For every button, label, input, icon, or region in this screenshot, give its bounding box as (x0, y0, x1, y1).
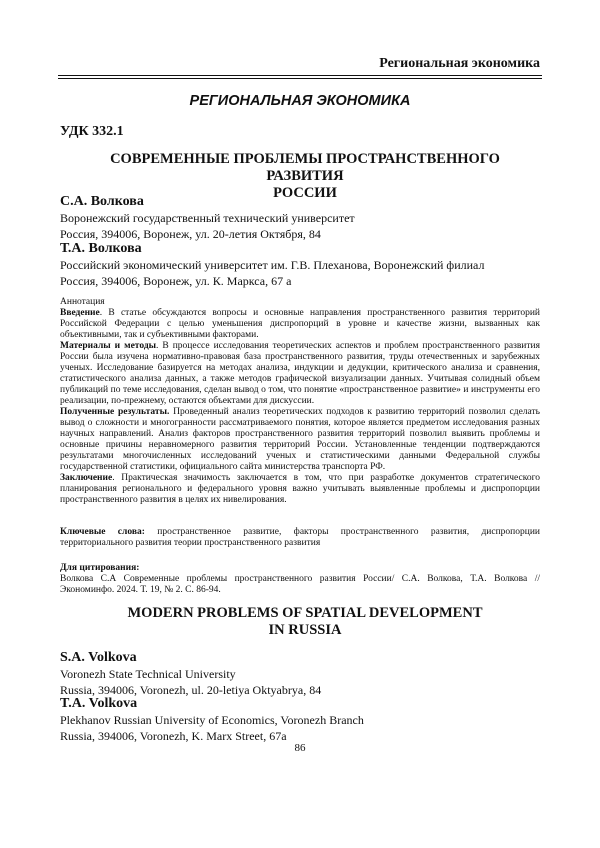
author-2-name-ru: Т.А. Волкова (60, 241, 142, 256)
intro-label: Введение (60, 308, 100, 318)
citation-block (60, 563, 540, 596)
header-divider (58, 75, 542, 79)
title-ru-line1: СОВРЕМЕННЫЕ ПРОБЛЕМЫ ПРОСТРАНСТВЕННОГО РАЗВИТИЯ (110, 151, 500, 184)
author-2-affiliation-ru (60, 257, 484, 289)
citation-text: Волкова С.А Современные проблемы пространственного развития России/ С.А. Волкова, Т.А. Волкова // Экономинфо. 2024. Т. 19, № 2. С. 86-94. (60, 574, 540, 595)
author-1-org-en: Voronezh State Technical University (60, 667, 236, 681)
methods-text: . В процессе исследования теоретических аспектов и проблем пространственного развития России была изучена нормативно-правовая база пространственного развития, труды отечественных и зарубежных ученых. Исследование базируется на методах анализа, индукции и дедукции, критического анализа и сравнения, статистического анализа данных, а также методов графической визуализации данных. Учитывая солидный объем публикаций по теме исследования, сделан вывод о том, что понятие «пространственное развитие» и инструменты его реализации, по-прежнему, остаются объектами для дискуссии. (60, 341, 540, 406)
author-2-org-ru: Российский экономический университет им. Г.В. Плеханова, Воронежский филиал (60, 258, 485, 272)
intro-text: . В статье обсуждаются вопросы и основные направления пространственного развития территорий Российской Федерации с целью уменьшения диспропорций в уровне и качестве жизни, вызванных как объективными, так и субъективными факторами. (60, 308, 540, 340)
author-2-name-en: T.A. Volkova (60, 696, 138, 711)
author-2-address-ru: Россия, 394006, Воронеж, ул. К. Маркса, 67 а (60, 274, 292, 288)
article-title-en (70, 605, 540, 639)
running-header (58, 56, 542, 79)
page-number: 86 (294, 742, 306, 754)
conclusion-label: Заключение (60, 473, 113, 483)
author-1-name-ru: С.А. Волкова (60, 194, 144, 209)
abstract-results (60, 407, 540, 473)
methods-label: Материалы и методы (60, 341, 157, 351)
title-en-line2: IN RUSSIA (268, 622, 342, 638)
abstract-intro (60, 308, 540, 341)
abstract-methods (60, 341, 540, 407)
author-1-address-ru: Россия, 394006, Воронеж, ул. 20-летия Октября, 84 (60, 227, 321, 241)
udk-code: УДК 332.1 (60, 124, 124, 139)
author-1-affiliation-ru (60, 210, 355, 242)
title-en-line1: MODERN PROBLEMS OF SPATIAL DEVELOPMENT (127, 605, 483, 621)
keywords-label: Ключевые слова: (60, 527, 145, 537)
running-head-text: Региональная экономика (379, 56, 540, 71)
results-text: Проведенный анализ теоретических подходов к развитию территорий позволил сделать вывод о сложности и многогранности рассматриваемого понятия, которое является предметом исследования разных научных направлений. Анализ факторов пространственного развития территорий позволил выявить проблемы и основные причины неравномерного развития территорий России. Установленные тенденции подтверждаются результатами многочисленных исследований ученых и статистическими данными Федеральной службы государственной статистики, официального сайта министерства транспорта РФ. (60, 407, 540, 472)
keywords-block (60, 527, 540, 549)
keywords-text: пространственное развитие, факторы пространственного развития, диспропорции территориального развития теории пространственного развития (60, 527, 540, 548)
author-2-affiliation-en (60, 712, 364, 744)
author-1-address-en: Russia, 394006, Voronezh, ul. 20-letiya Oktyabrya, 84 (60, 683, 322, 697)
author-2-address-en: Russia, 394006, Voronezh, K. Marx Street, 67a (60, 729, 287, 743)
citation-label: Для цитирования: (60, 563, 140, 573)
author-1-org-ru: Воронежский государственный технический университет (60, 211, 355, 225)
title-ru-line2: РОССИИ (273, 185, 337, 201)
abstract-block (60, 297, 540, 506)
author-1-affiliation-en (60, 666, 321, 698)
conclusion-text: . Практическая значимость заключается в том, что при разработке документов стратегического планирования регионального и федерального уровня важно учитывать выявленные проблемы и диспропорции пространственного развития в целях их нивелирования. (60, 473, 540, 505)
results-label: Полученные результаты. (60, 407, 170, 417)
author-2-org-en: Plekhanov Russian University of Economics, Voronezh Branch (60, 713, 364, 727)
section-title: РЕГИОНАЛЬНАЯ ЭКОНОМИКА (189, 93, 411, 109)
abstract-conclusion (60, 473, 540, 506)
author-1-name-en: S.A. Volkova (60, 650, 137, 665)
abstract-heading: Аннотация (60, 297, 105, 307)
